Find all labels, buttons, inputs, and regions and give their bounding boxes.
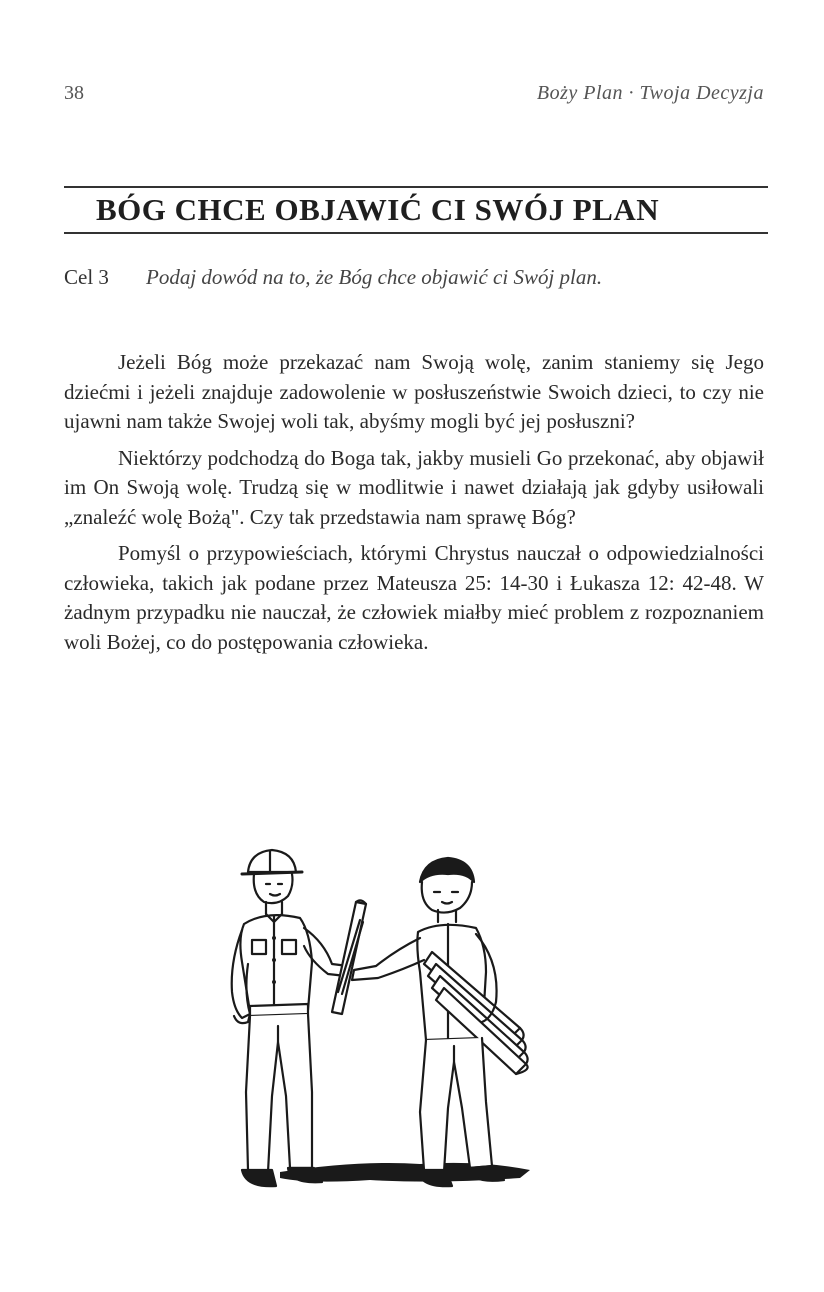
objective — [64, 262, 764, 292]
objective-text: Podaj dowód na to, że Bóg chce objawić ci Swój plan. — [146, 265, 603, 289]
title-rule-bottom — [64, 232, 768, 234]
paragraph: Pomyśl o przypowieściach, którymi Chrystus nauczał o odpowiedzialności człowieka, takich jak podane przez Mateusza 25: 14-30 i Łukasza 12: 42-48. W żadnym przypadku nie nauczał, że człowiek miałby mieć problem z rozpoznaniem woli Bożej, co do postępowania człowieka. — [64, 541, 764, 654]
objective-label: Cel 3 — [64, 265, 109, 289]
section-title: BÓG CHCE OBJAWIĆ CI SWÓJ PLAN — [96, 192, 660, 227]
body-text — [64, 348, 764, 664]
page-number: 38 — [64, 82, 84, 104]
running-head: Boży Plan · Twoja Decyzja — [536, 82, 764, 104]
paragraph: Jeżeli Bóg może przekazać nam Swoją wolę, zanim staniemy się Jego dziećmi i jeżeli znajduje zadowolenie w posłuszeństwie Swoich dzieci, to czy nie ujawni nam także Swojej woli tak, abyśmy mogli być jej posłuszni? — [64, 350, 764, 433]
two-workers-illustration — [220, 842, 550, 1212]
title-rule-top — [64, 186, 768, 188]
paragraph: Niektórzy podchodzą do Boga tak, jakby musieli Go przekonać, aby objawił im On Swoją wolę. Trudzą się w modlitwie i nawet działają jak gdyby usiłowali „znaleźć wolę Bożą". Czy tak przedstawia nam sprawę Bóg? — [64, 445, 764, 529]
page-header — [64, 82, 764, 112]
